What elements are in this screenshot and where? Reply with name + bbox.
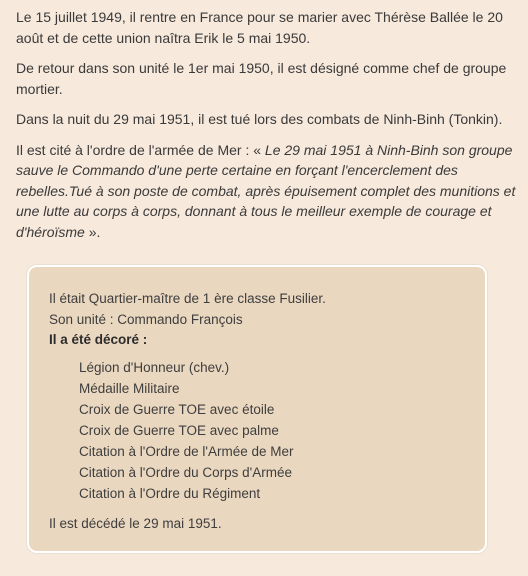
decorations-list bbox=[49, 357, 465, 504]
citation-quote: Le 29 mai 1951 à Ninh-Binh son groupe sauve le Commando d'une perte certaine en forçant l'encerclement des rebelles.Tué à son poste de combat, après épuisement complet des munitions et une lutte au corps à corps, donnant à tous le meilleur exemple de courage et d'héroïsme bbox=[16, 141, 516, 240]
article-text bbox=[16, 7, 521, 252]
list-item: Citation à l'Ordre du Régiment bbox=[79, 485, 261, 501]
paragraph-death: Dans la nuit du 29 mai 1951, il est tué lors des combats de Ninh-Binh (Tonkin). bbox=[16, 111, 503, 127]
list-item: Croix de Guerre TOE avec palme bbox=[79, 422, 279, 438]
list-item: Citation à l'Ordre du Corps d'Armée bbox=[79, 464, 292, 480]
list-item: Croix de Guerre TOE avec étoile bbox=[79, 401, 275, 417]
citation-intro: Il est cité à l'ordre de l'armée de Mer : « bbox=[16, 141, 265, 158]
citation-outro: ». bbox=[84, 223, 101, 240]
paragraph-citation bbox=[16, 140, 521, 243]
service-summary-card bbox=[27, 265, 487, 553]
decorations-heading: Il a été décoré : bbox=[49, 332, 148, 347]
death-date-text: Il est décédé le 29 mai 1951. bbox=[49, 515, 222, 531]
paragraph-return-france: Le 15 juillet 1949, il rentre en France pour se marier avec Thérèse Ballée le 20 août et de cette union naîtra Erik le 5 mai 1950. bbox=[16, 9, 503, 46]
list-item: Médaille Militaire bbox=[79, 380, 180, 396]
list-item: Légion d'Honneur (chev.) bbox=[79, 359, 230, 375]
list-item: Citation à l'Ordre de l'Armée de Mer bbox=[79, 443, 294, 459]
unit-text: Son unité : Commando François bbox=[49, 311, 243, 327]
paragraph-unit-return: De retour dans son unité le 1er mai 1950, il est désigné comme chef de groupe mortier. bbox=[16, 60, 507, 97]
rank-text: Il était Quartier-maître de 1 ère classe Fusilier. bbox=[49, 291, 326, 306]
